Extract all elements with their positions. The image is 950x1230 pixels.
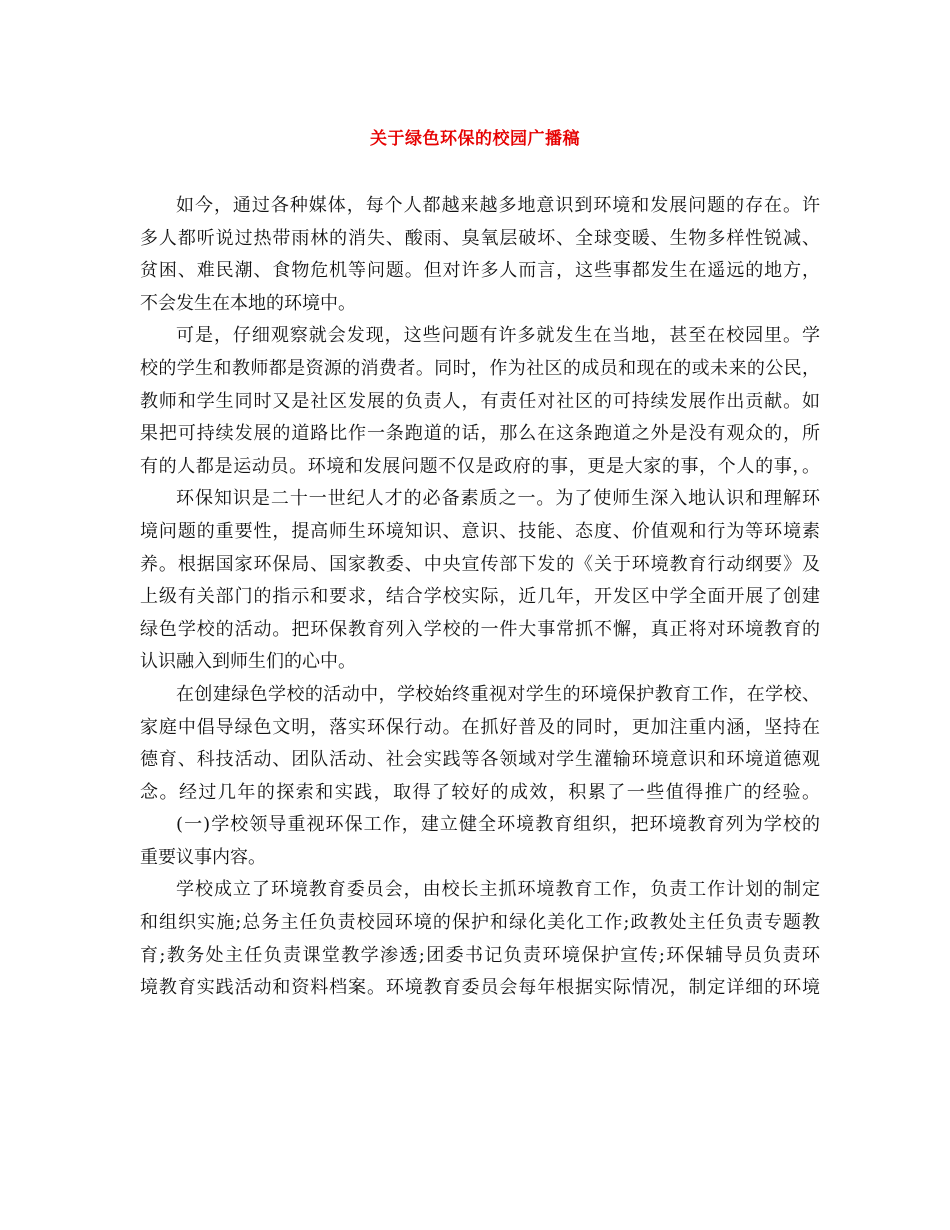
text-line: 多人都听说过热带雨林的消失、酸雨、臭氧层破坏、全球变暖、生物多样性锐减、 (140, 227, 820, 249)
text-line: 教师和学生同时又是社区发展的负责人，有责任对社区的可持续发展作出贡献。如 (140, 390, 820, 412)
text-line: 上级有关部门的指示和要求，结合学校实际，近几年，开发区中学全面开展了创建 (140, 586, 820, 608)
text-line: 贫困、难民潮、食物危机等问题。但对许多人而言，这些事都发生在遥远的地方， (140, 260, 820, 282)
text-line: 认识融入到师生们的心中。 (140, 651, 356, 673)
text-line: 果把可持续发展的道路比作一条跑道的话，那么在这条跑道之外是没有观众的，所 (140, 423, 820, 445)
text-line: 环保知识是二十一世纪人才的必备素质之一。为了使师生深入地认识和理解环 (176, 488, 820, 510)
text-line: 重要议事内容。 (140, 846, 266, 868)
document-body (140, 190, 820, 1005)
text-line: 校的学生和教师都是资源的消费者。同时，作为社区的成员和现在的或未来的公民， (140, 357, 820, 379)
text-line: 学校成立了环境教育委员会，由校长主抓环境教育工作，负责工作计划的制定 (176, 879, 820, 901)
text-line: 绿色学校的活动。把环保教育列入学校的一件大事常抓不懈，真正将对环境教育的 (140, 618, 820, 640)
text-line: 养。根据国家环保局、国家教委、中央宣传部下发的《关于环境教育行动纲要》及 (140, 553, 820, 575)
text-line: 德育、科技活动、团队活动、社会实践等各领域对学生灌输环境意识和环境道德观 (140, 749, 820, 771)
text-line: 境教育实践活动和资料档案。环境教育委员会每年根据实际情况，制定详细的环境 (140, 977, 820, 999)
text-line: 在创建绿色学校的活动中，学校始终重视对学生的环境保护教育工作，在学校、 (176, 683, 820, 705)
text-line: 有的人都是运动员。环境和发展问题不仅是政府的事，更是大家的事，个人的事，。 (140, 455, 820, 477)
text-line: 家庭中倡导绿色文明，落实环保行动。在抓好普及的同时，更加注重内涵，坚持在 (140, 716, 820, 738)
text-line: 念。经过几年的探索和实践，取得了较好的成效，积累了一些值得推广的经验。 (140, 781, 820, 803)
text-line: 育;教务处主任负责课堂教学渗透;团委书记负责环境保护宣传;环保辅导员负责环 (140, 944, 820, 966)
document-title: 关于绿色环保的校园广播稿 (370, 129, 580, 149)
text-line: 和组织实施;总务主任负责校园环境的保护和绿化美化工作;政教处主任负责专题教 (140, 912, 820, 934)
text-line: (一)学校领导重视环保工作，建立健全环境教育组织，把环境教育列为学校的 (176, 814, 820, 836)
text-line: 可是，仔细观察就会发现，这些问题有许多就发生在当地，甚至在校园里。学 (176, 325, 820, 347)
text-line: 不会发生在本地的环境中。 (140, 292, 356, 314)
text-line: 如今，通过各种媒体，每个人都越来越多地意识到环境和发展问题的存在。许 (176, 195, 820, 216)
text-line: 境问题的重要性，提高师生环境知识、意识、技能、态度、价值观和行为等环境素 (140, 520, 820, 542)
